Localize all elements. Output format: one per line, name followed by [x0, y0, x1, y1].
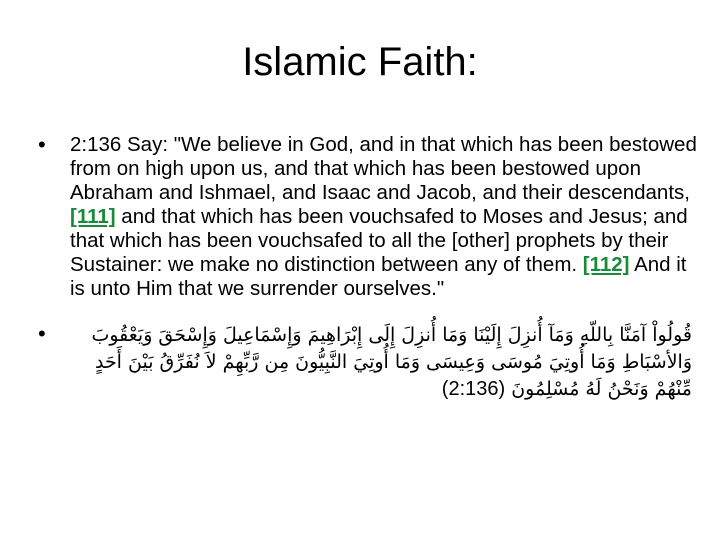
- verse-text-part2: and that which has been vouchsafed to Moses and Jesus; and that which has been vouchsafed to all the [other] prophets by their Sustainer: we make no distinction between any of them.: [70, 205, 688, 276]
- bullet-list: [38, 133, 698, 403]
- verse-text-part3: And it is unto Him that we surrender ourselves.": [70, 253, 687, 300]
- slide-title: Islamic Faith:: [242, 40, 478, 84]
- verse-text-part1: 2:136 Say: "We believe in God, and in that which has been bestowed from on high upon us, and that which has been bestowed upon Abraham and Ishmael, and Isaac and Jacob, and their descendants,: [70, 133, 697, 204]
- english-verse-text: [70, 133, 698, 301]
- arabic-verse-text: [70, 322, 698, 403]
- bullet-marker: •: [38, 321, 46, 346]
- bullet-english-verse: [38, 133, 698, 301]
- bullet-arabic-verse: [38, 322, 698, 403]
- footnote-link-112[interactable]: [112]: [582, 253, 630, 276]
- footnote-link-111[interactable]: [111]: [70, 205, 116, 228]
- bullet-marker: •: [38, 132, 46, 157]
- verse-reference: (2:136): [441, 378, 506, 400]
- arabic-verse: قُولُواْ آمَنَّا بِاللّهِ وَمَآ أُنزِلَ إِلَيْنَا وَمَا أُنزِلَ إِلَى إِبْرَاهِيمَ وَإِسْمَاعِيلَ وَإِسْحَقَ وَيَعْقُوبَ وَالأسْبَاطِ وَمَا أُوتِيَ مُوسَى وَعِيسَى وَمَا أُوتِيَ النَّبِيُّونَ مِن رَّبِّهِمْ لاَ نُفَرِّقُ بَيْنَ أَحَدٍ مِّنْهُمْ وَنَحْنُ لَهُ مُسْلِمُونَ: [91, 324, 692, 400]
